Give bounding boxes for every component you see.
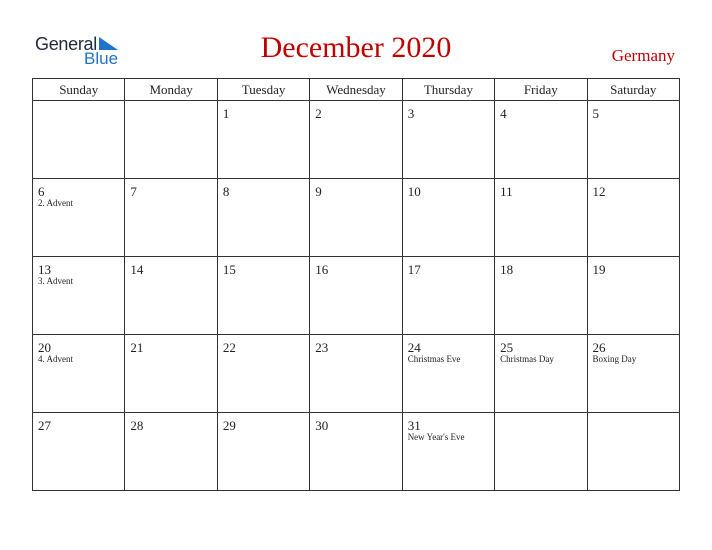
calendar-day-cell	[217, 101, 309, 179]
page-title: December 2020	[260, 31, 452, 64]
day-number: 16	[315, 262, 329, 277]
day-number: 3	[407, 106, 415, 121]
weekday-header-row	[33, 79, 680, 101]
calendar-day-cell	[125, 179, 217, 257]
day-number: 6	[38, 184, 45, 199]
day-number: 22	[222, 340, 236, 355]
calendar-day-cell	[310, 257, 402, 335]
calendar-day-cell	[495, 101, 587, 179]
holiday-label: 4. Advent	[38, 354, 73, 364]
calendar-day-cell	[33, 101, 125, 179]
holiday-label: Boxing Day	[592, 354, 637, 364]
calendar-day-cell	[587, 257, 679, 335]
logo-brand-bottom: Blue	[84, 49, 119, 68]
day-number: 27	[38, 418, 51, 433]
day-number: 13	[38, 262, 51, 277]
day-number: 5	[592, 106, 600, 121]
day-number: 11	[500, 184, 513, 199]
calendar-day-cell	[310, 179, 402, 257]
day-number: 4	[500, 106, 507, 121]
day-number: 10	[407, 184, 421, 199]
calendar-week-row	[33, 179, 680, 257]
calendar-day-cell	[495, 179, 587, 257]
weekday-thursday: Thursday	[402, 79, 494, 101]
day-number: 23	[315, 340, 329, 355]
calendar-day-cell	[495, 335, 587, 413]
holiday-label: New Year's Eve	[407, 432, 465, 442]
calendar-day-cell	[310, 101, 402, 179]
day-number: 21	[130, 340, 144, 355]
calendar-day-cell	[125, 413, 217, 491]
day-number: 14	[130, 262, 144, 277]
day-number: 12	[592, 184, 606, 199]
day-number: 2	[315, 106, 322, 121]
day-number: 8	[222, 184, 230, 199]
day-number: 31	[407, 418, 421, 433]
calendar-day-cell	[402, 101, 494, 179]
calendar-week-row	[33, 257, 680, 335]
day-number: 17	[407, 262, 421, 277]
day-number: 28	[130, 418, 144, 433]
calendar-week-row	[33, 413, 680, 491]
weekday-monday: Monday	[125, 79, 217, 101]
day-number: 18	[500, 262, 514, 277]
calendar-week-row	[33, 101, 680, 179]
calendar-day-cell	[217, 257, 309, 335]
logo-brand-top: General	[35, 34, 97, 54]
weekday-friday: Friday	[495, 79, 587, 101]
calendar-day-cell	[217, 413, 309, 491]
holiday-label: 3. Advent	[38, 276, 73, 286]
calendar-day-cell	[402, 335, 494, 413]
calendar-day-cell	[587, 101, 679, 179]
country-label: Germany	[611, 46, 675, 65]
calendar-day-cell	[33, 335, 125, 413]
day-number: 24	[407, 340, 421, 355]
calendar-day-cell	[402, 257, 494, 335]
calendar-day-cell	[33, 413, 125, 491]
calendar-day-cell	[33, 179, 125, 257]
weekday-sunday: Sunday	[33, 79, 125, 101]
calendar-week-row	[33, 335, 680, 413]
calendar-day-cell	[402, 413, 494, 491]
day-number: 19	[592, 262, 606, 277]
day-number: 30	[315, 418, 329, 433]
calendar-day-cell	[587, 335, 679, 413]
day-number: 26	[592, 340, 606, 355]
holiday-label: 2. Advent	[38, 198, 73, 208]
calendar-day-cell	[587, 179, 679, 257]
calendar-day-cell	[217, 179, 309, 257]
day-number: 9	[315, 184, 322, 199]
calendar-day-cell	[33, 257, 125, 335]
day-number: 20	[38, 340, 51, 355]
calendar-grid	[32, 78, 680, 491]
weekday-tuesday: Tuesday	[217, 79, 309, 101]
calendar-day-cell	[495, 413, 587, 491]
calendar-day-cell	[217, 335, 309, 413]
calendar-day-cell	[402, 179, 494, 257]
calendar-day-cell	[587, 413, 679, 491]
calendar-day-cell	[125, 101, 217, 179]
calendar-day-cell	[310, 413, 402, 491]
day-number: 15	[222, 262, 236, 277]
day-number: 25	[500, 340, 514, 355]
calendar-day-cell	[125, 257, 217, 335]
day-number: 7	[130, 184, 137, 199]
calendar-day-cell	[125, 335, 217, 413]
day-number: 29	[222, 418, 236, 433]
holiday-label: Christmas Eve	[407, 354, 461, 364]
holiday-label: Christmas Day	[500, 354, 554, 364]
calendar-day-cell	[495, 257, 587, 335]
calendar-day-cell	[310, 335, 402, 413]
weekday-saturday: Saturday	[587, 79, 679, 101]
weekday-wednesday: Wednesday	[310, 79, 402, 101]
day-number: 1	[222, 106, 230, 121]
